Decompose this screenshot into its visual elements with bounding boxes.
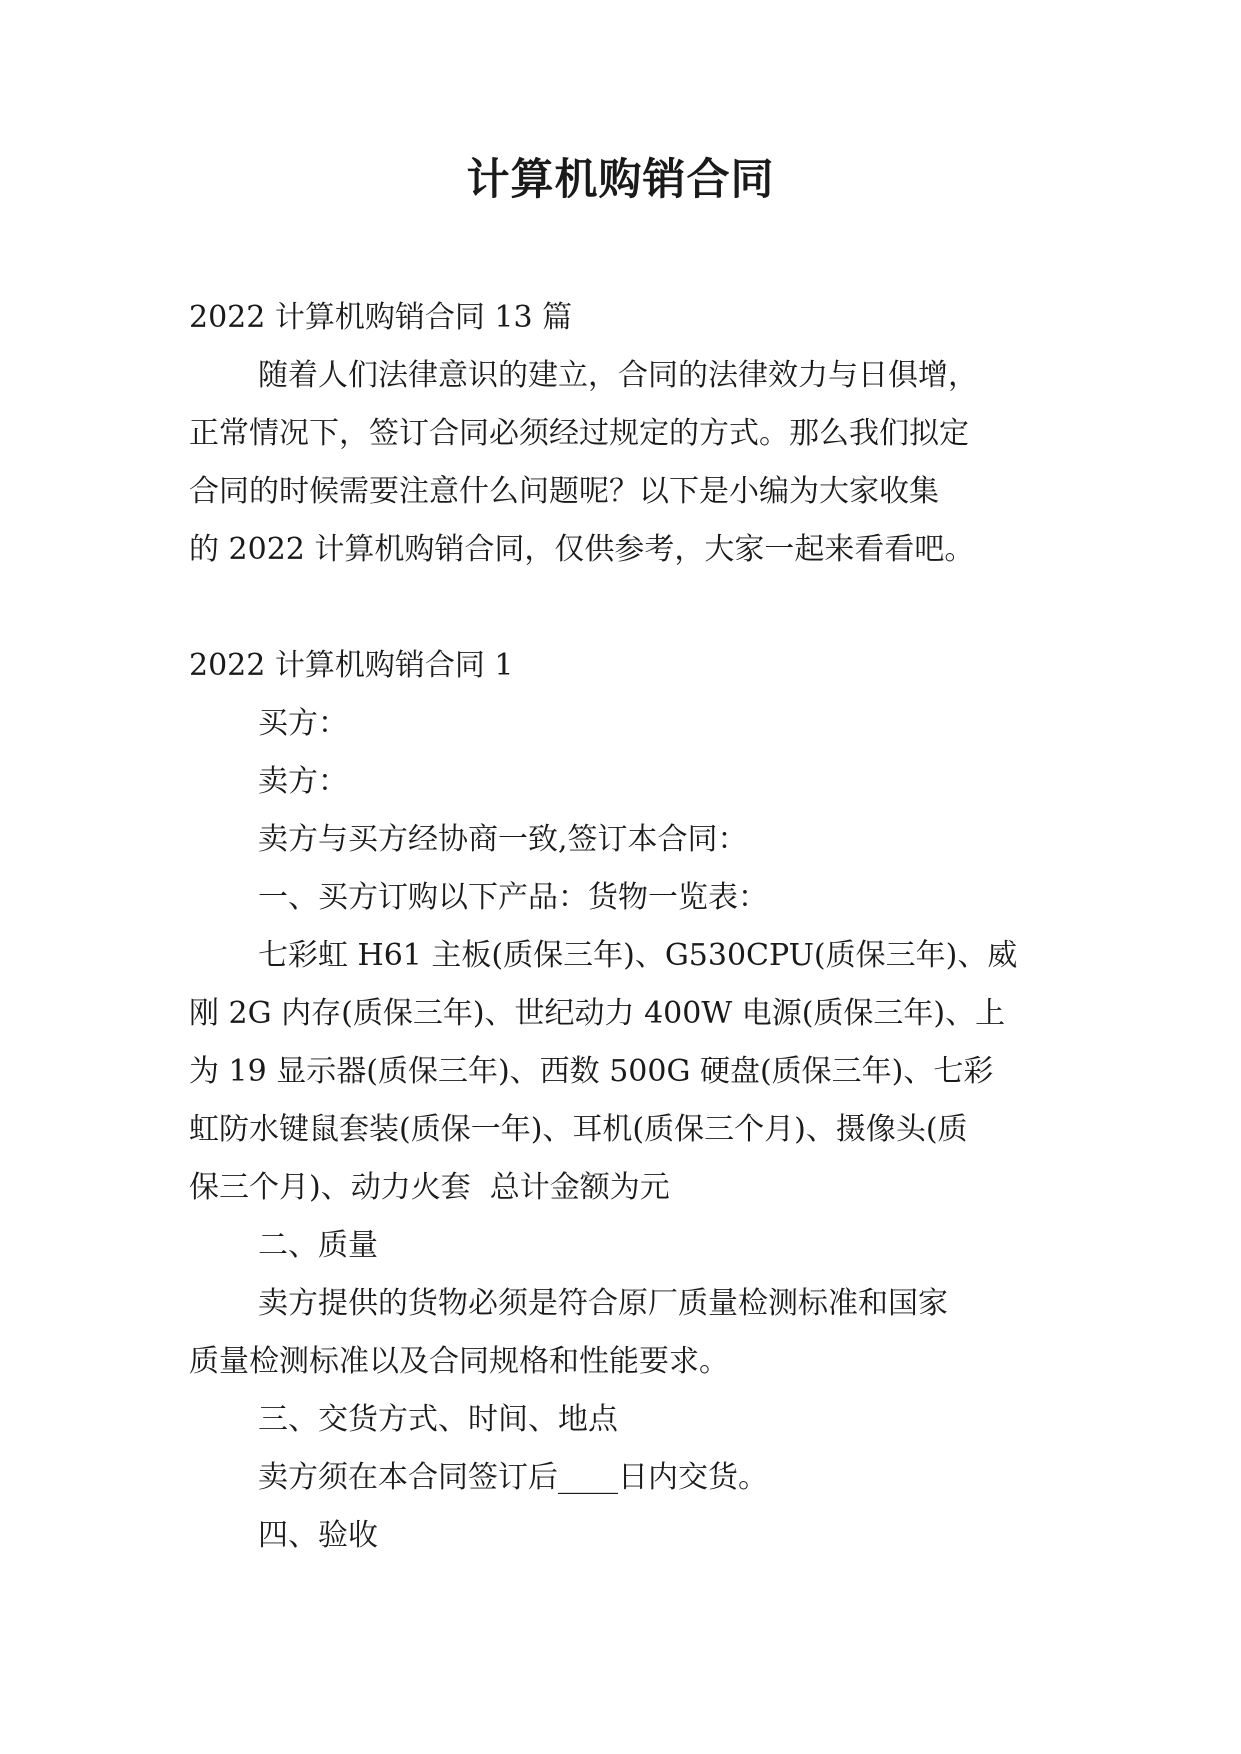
section-heading: 2022 计算机购销合同 1 (189, 648, 514, 683)
document-subtitle: 2022 计算机购销合同 13 篇 (189, 300, 573, 335)
clause-1-line-3: 为 19 显示器(质保三年)、西数 500G 硬盘(质保三年)、七彩 (189, 1054, 994, 1089)
agreement-line: 卖方与买方经协商一致,签订本合同： (258, 822, 748, 857)
clause-3-heading: 三、交货方式、时间、地点 (258, 1402, 618, 1437)
clause-1-line-1: 七彩虹 H61 主板(质保三年)、G530CPU(质保三年)、威 (258, 938, 1018, 973)
seller-label: 卖方： (258, 764, 348, 799)
intro-line-2: 正常情况下，签订合同必须经过规定的方式。那么我们拟定 (189, 416, 969, 451)
clause-2-line-1: 卖方提供的货物必须是符合原厂质量检测标准和国家 (258, 1286, 948, 1321)
document-body (189, 289, 1059, 1565)
clause-3-line: 卖方须在本合同签订后____日内交货。 (258, 1460, 768, 1495)
paragraph-gap (189, 579, 1059, 637)
clause-2-heading: 二、质量 (258, 1228, 378, 1263)
clause-1-heading: 一、买方订购以下产品：货物一览表： (258, 880, 768, 915)
intro-line-4: 的 2022 计算机购销合同，仅供参考，大家一起来看看吧。 (189, 532, 975, 567)
clause-1-line-4: 虹防水键鼠套装(质保一年)、耳机(质保三个月)、摄像头(质 (189, 1112, 968, 1147)
clause-1-line-2: 刚 2G 内存(质保三年)、世纪动力 400W 电源(质保三年)、上 (189, 996, 1006, 1031)
clause-4-heading: 四、验收 (258, 1518, 378, 1553)
clause-2-line-2: 质量检测标准以及合同规格和性能要求。 (189, 1344, 729, 1379)
document-title: 计算机购销合同 (466, 155, 775, 205)
clause-1-line-5: 保三个月)、动力火套 总计金额为元 (189, 1170, 670, 1205)
intro-line-1: 随着人们法律意识的建立，合同的法律效力与日俱增， (258, 358, 978, 393)
buyer-label: 买方： (258, 706, 348, 741)
intro-line-3: 合同的时候需要注意什么问题呢？以下是小编为大家收集 (189, 474, 939, 509)
